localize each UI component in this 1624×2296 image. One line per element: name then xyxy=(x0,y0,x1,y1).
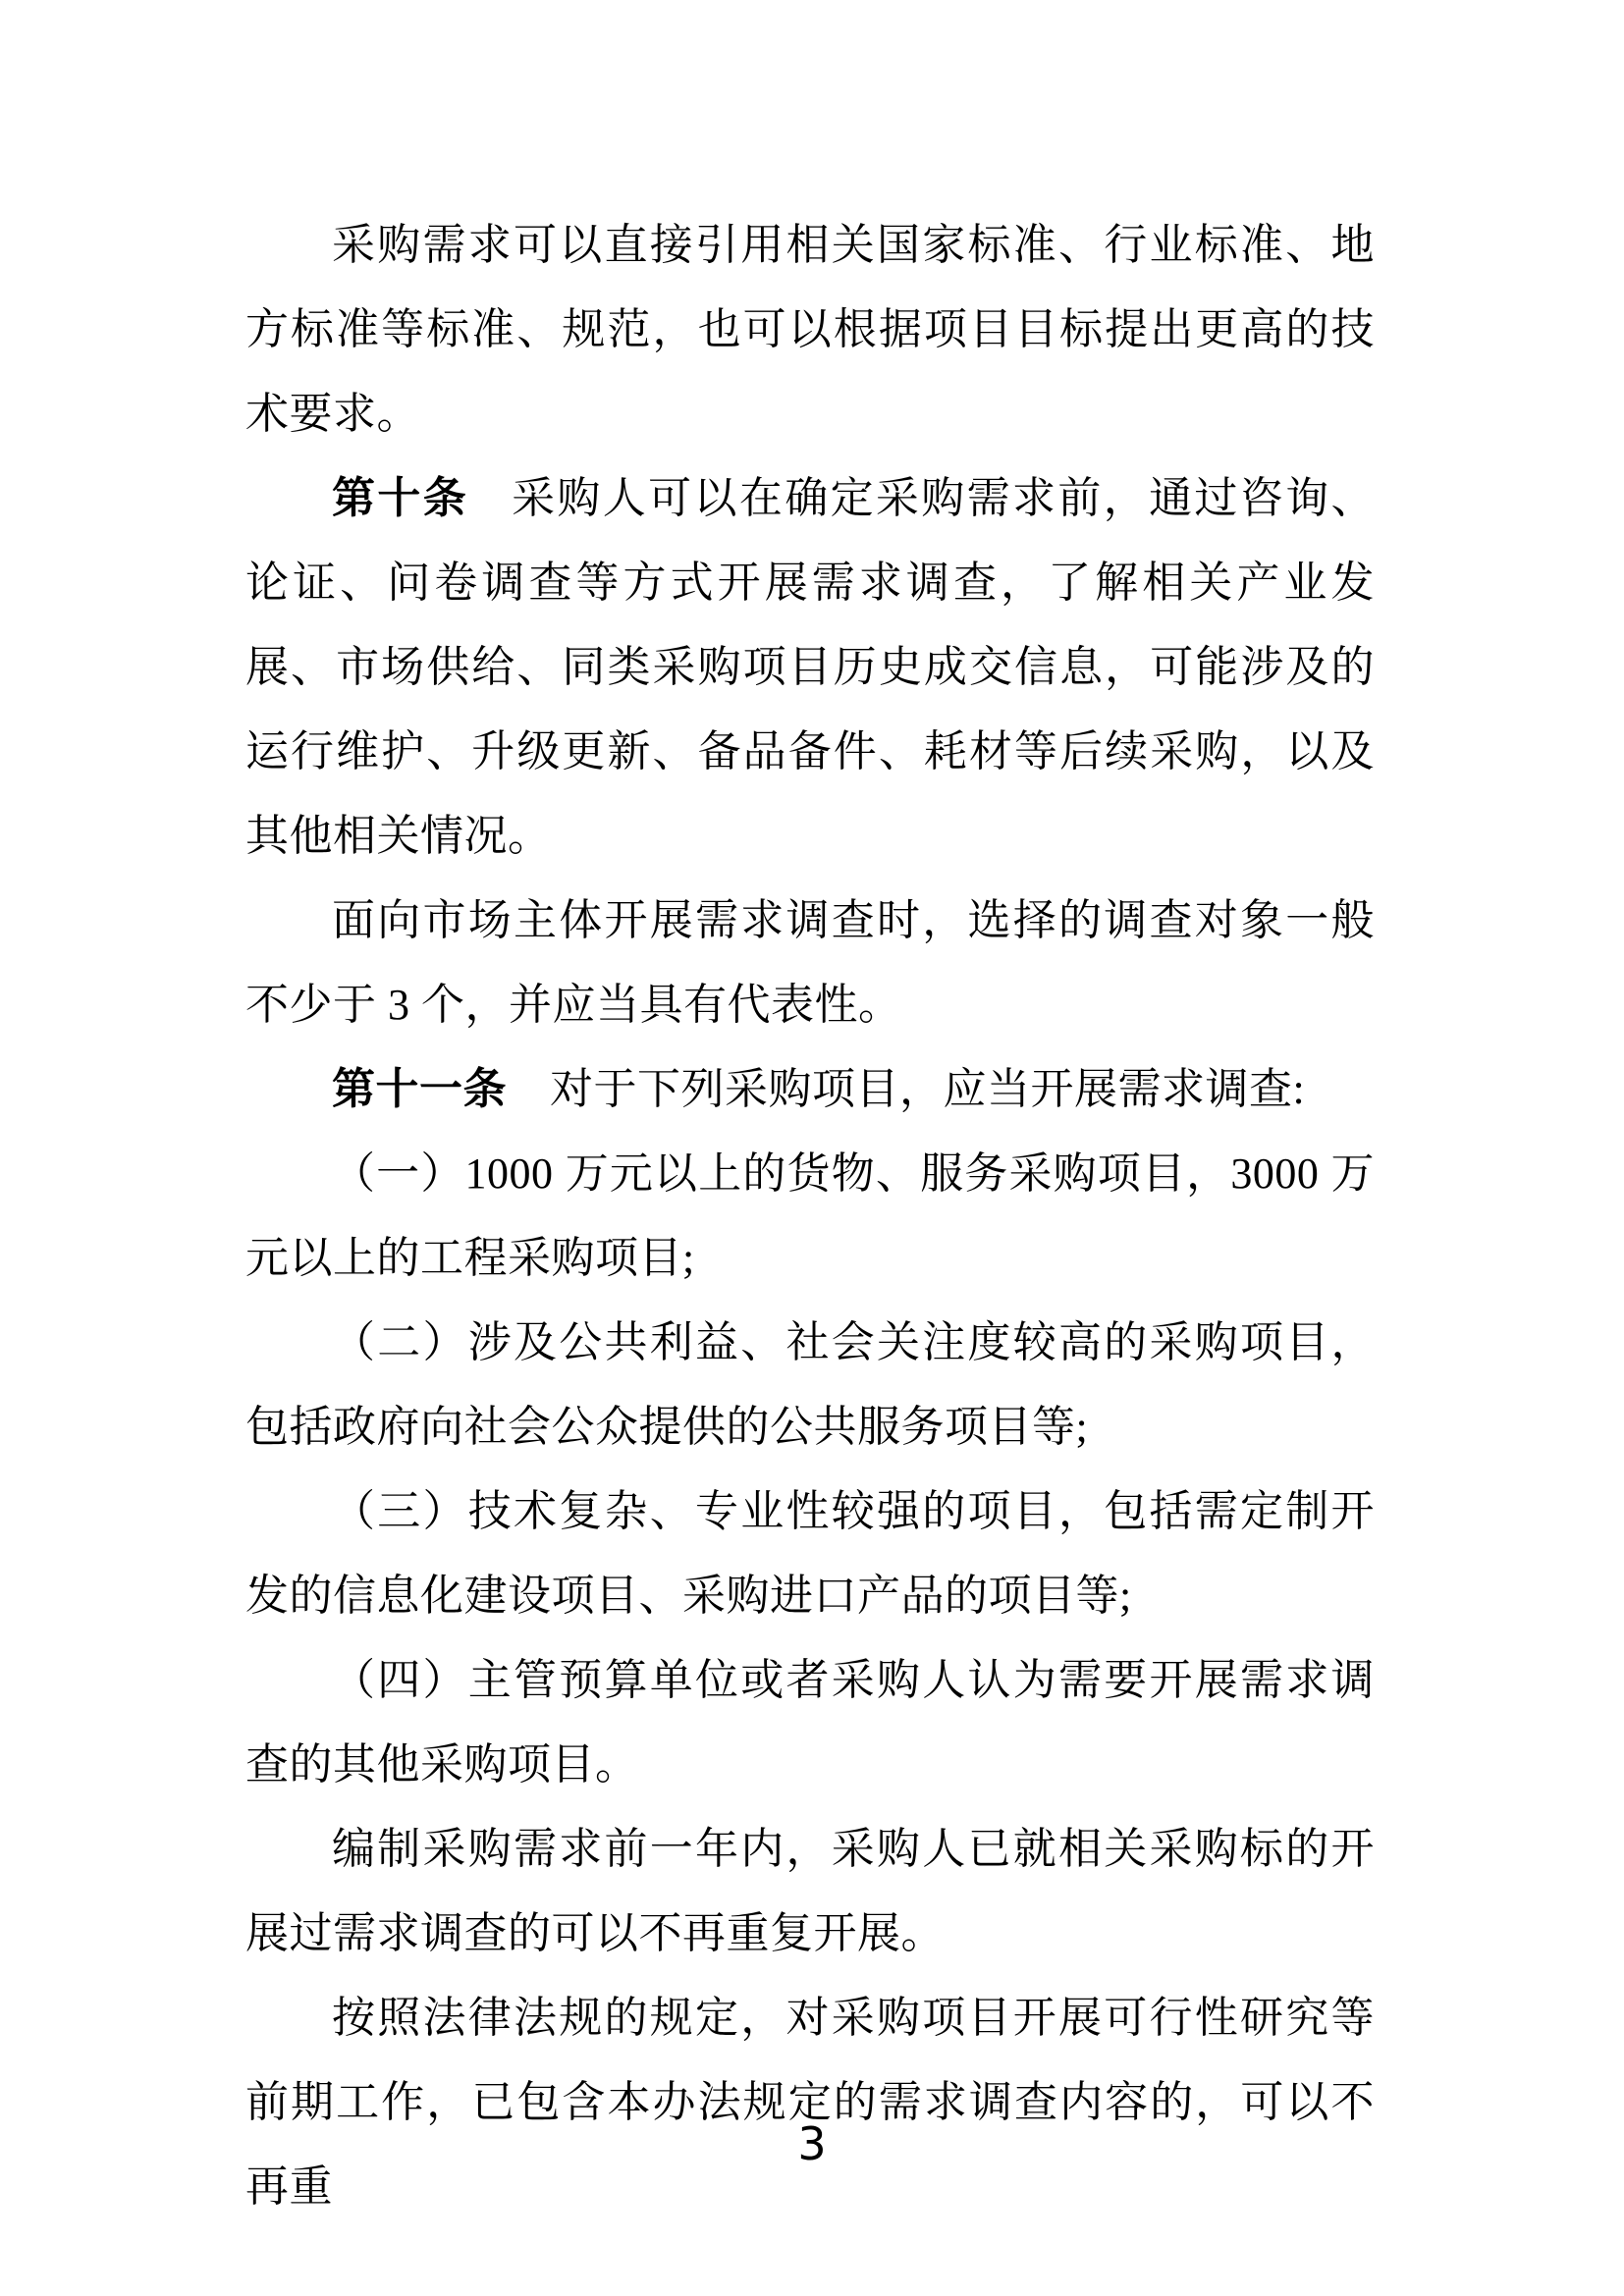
document-body xyxy=(245,203,1375,2229)
paragraph-item-4 xyxy=(245,1638,1375,1807)
paragraph-item-1 xyxy=(245,1132,1375,1301)
paragraph-text: （四）主管预算单位或者采购人认为需要开展需求调查的其他采购项目。 xyxy=(245,1656,1375,1789)
paragraph-no-repeat-survey xyxy=(245,1807,1375,1976)
paragraph-text: 编制采购需求前一年内，采购人已就相关采购标的开展过需求调查的可以不再重复开展。 xyxy=(245,1825,1375,1957)
paragraph-article-11 xyxy=(245,1047,1375,1132)
paragraph-text: （三）技术复杂、专业性较强的项目，包括需定制开发的信息化建设项目、采购进口产品的项目等; xyxy=(245,1487,1375,1620)
paragraph-feasibility-study xyxy=(245,1976,1375,2229)
paragraph-standards-reference xyxy=(245,203,1375,456)
paragraph-text: 面向市场主体开展需求调查时，选择的调查对象一般不少于 3 个，并应当具有代表性。 xyxy=(245,896,1375,1029)
page-number: 3 xyxy=(797,2117,827,2170)
paragraph-text: 采购需求可以直接引用相关国家标准、行业标准、地方标准等标准、规范，也可以根据项目目标提出更高的技术要求。 xyxy=(245,221,1375,438)
article-number: 第十条 xyxy=(332,474,469,522)
paragraph-article-10 xyxy=(245,456,1375,879)
paragraph-market-survey-minimum xyxy=(245,879,1375,1047)
paragraph-text: 对于下列采购项目，应当开展需求调查: xyxy=(550,1065,1306,1113)
paragraph-text: 按照法律法规的规定，对采购项目开展可行性研究等前期工作，已包含本办法规定的需求调查内容的，可以不再重 xyxy=(245,1994,1375,2211)
article-number: 第十一条 xyxy=(332,1065,507,1113)
paragraph-text: （二）涉及公共利益、社会关注度较高的采购项目，包括政府向社会公众提供的公共服务项目等; xyxy=(245,1318,1375,1451)
paragraph-text: （一）1000 万元以上的货物、服务采购项目，3000 万元以上的工程采购项目; xyxy=(245,1149,1375,1282)
paragraph-text: 采购人可以在确定采购需求前，通过咨询、论证、问卷调查等方式开展需求调查，了解相关产业发展、市场供给、同类采购项目历史成交信息，可能涉及的运行维护、升级更新、备品备件、耗材等后续采购，以及其他相关情况。 xyxy=(245,474,1376,860)
paragraph-item-3 xyxy=(245,1469,1375,1638)
paragraph-item-2 xyxy=(245,1301,1375,1469)
